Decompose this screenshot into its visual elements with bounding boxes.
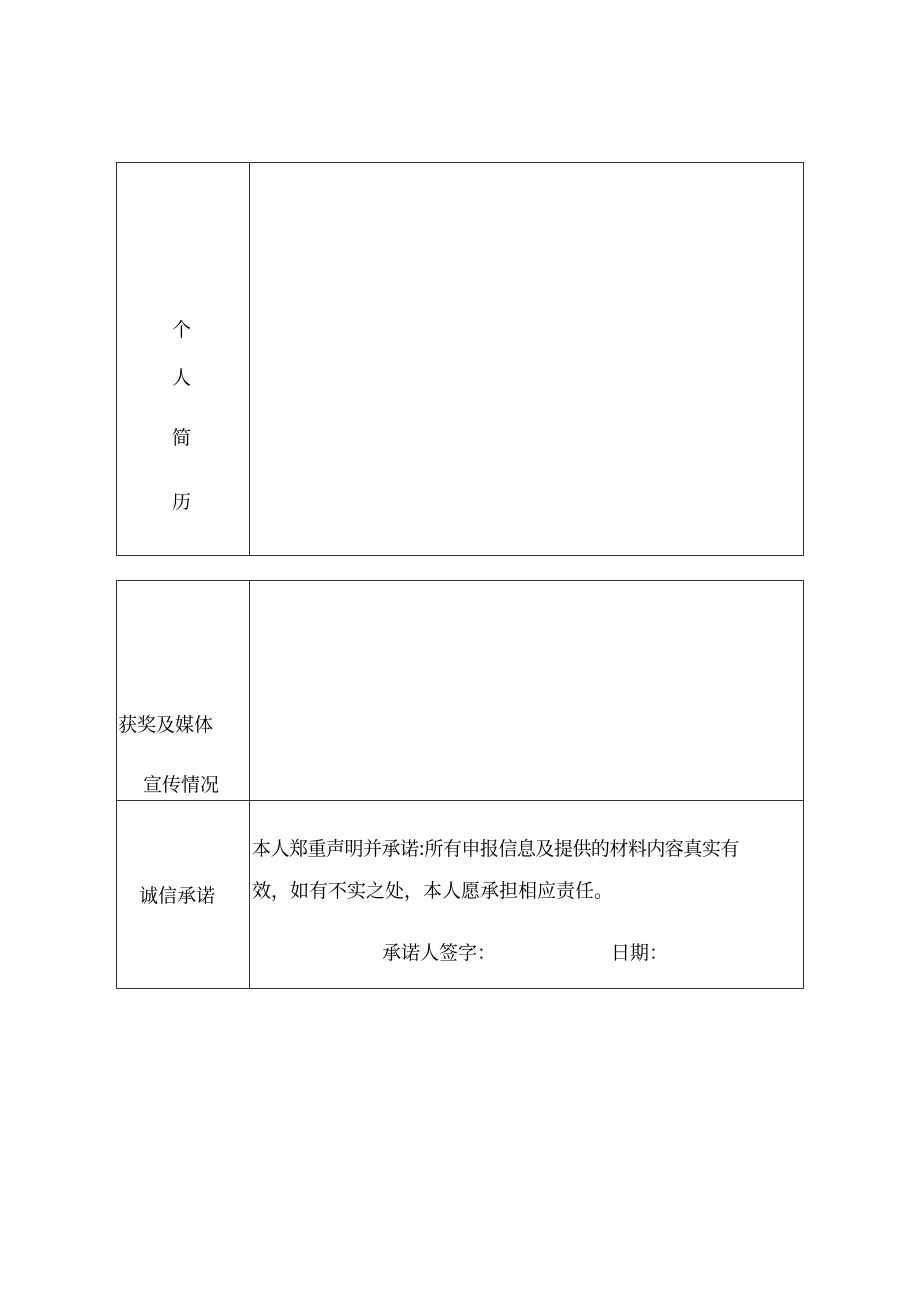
integrity-label: 诚信承诺 — [139, 885, 216, 907]
resume-label-char-2: 人 — [172, 367, 192, 389]
awards-label-line-2: 宣传情况 — [143, 774, 220, 796]
row-divider — [116, 800, 804, 801]
signature-field[interactable] — [500, 938, 600, 970]
awards-integrity-divider — [249, 580, 250, 989]
awards-label-line-1: 获奖及媒体 — [118, 714, 214, 736]
awards-content-area[interactable] — [251, 582, 802, 799]
resume-label-char-4: 历 — [172, 491, 192, 513]
resume-label-char-3: 简 — [172, 427, 192, 449]
signature-label: 承诺人签字： — [382, 942, 497, 964]
integrity-statement-line-2: 效，如有不实之处，本人愿承担相应责任。 — [252, 880, 614, 902]
resume-label-char-1: 个 — [172, 319, 192, 341]
resume-content-area[interactable] — [251, 164, 802, 554]
integrity-statement-line-1: 本人郑重声明并承诺:所有申报信息及提供的材料内容真实有 — [252, 838, 739, 860]
date-field[interactable] — [670, 938, 790, 970]
date-label: 日期： — [611, 942, 669, 964]
resume-divider — [249, 162, 250, 556]
